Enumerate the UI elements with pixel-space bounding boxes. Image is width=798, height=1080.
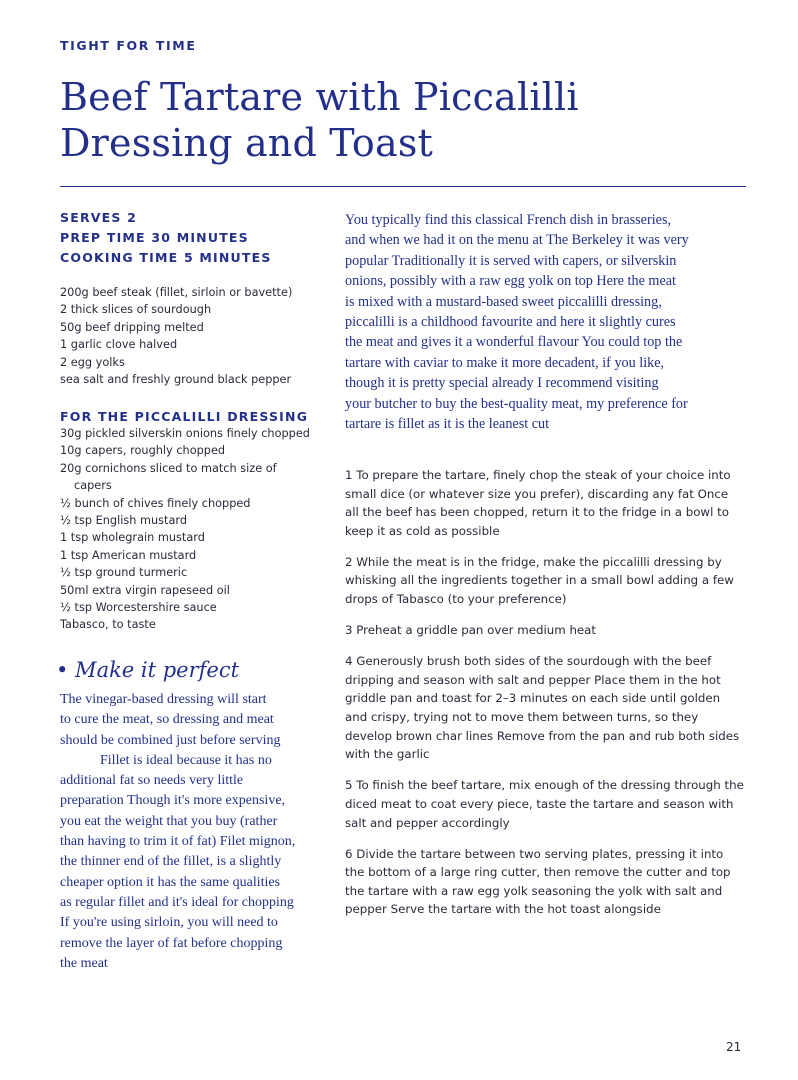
method-step-6: 6 Divide the tartare between two serving plates, pressing it into the bottom of a large ring cutter, then remove the cutter and top the tartare with a raw egg yolk seasoning the yolk with salt and pepper Serve the tartare with the hot toast alongside [345,846,731,917]
ingredient-item: sea salt and freshly ground black pepper [60,373,292,387]
intro-line: tartare is fillet as it is the leanest cut [345,416,550,433]
cooking-time-label: COOKING TIME 5 MINUTES [60,250,272,265]
ingredient-item: 30g pickled silverskin onions finely chopped [60,427,310,440]
page-number: 21 [726,1040,742,1054]
method-step-4: 4 Generously brush both sides of the sourdough with the beef dripping and season with salt and pepper Place them in the hot griddle pan and toast for 2–3 minutes on each side until golden and crispy, trying not to move them between turns, so they develop brown char lines Remove from the pan and rub both sides with the garlic [345,654,740,762]
tip-line: to cure the meat, so dressing and meat [60,712,274,728]
ingredient-item: 2 egg yolks [60,355,125,369]
dressing-heading: FOR THE PICCALILLI DRESSING [60,409,309,424]
ingredient-list [60,284,330,388]
tip-line: you eat the weight that you buy (rather [60,813,278,829]
tip-line: If you're using sirloin, you will need to [60,915,278,931]
ingredient-item: 10g capers, roughly chopped [60,444,226,458]
tip-line: cheaper option it has the same qualities [60,874,281,890]
ingredient-item: 2 thick slices of sourdough [60,303,212,317]
tip-line: preparation Though it's more expensive, [60,793,286,809]
tip-line: The vinegar-based dressing will start [60,692,267,707]
ingredient-item: 1 tsp American mustard [60,548,197,562]
intro-line: your butcher to buy the best-quality meat, my preference for [345,395,688,412]
tip-line: additional fat so needs very little [60,773,244,789]
tip-line: the thinner end of the fillet, is a slightly [60,854,282,870]
ingredient-item: ½ tsp English mustard [60,514,188,528]
recipe-title: Beef Tartare with Piccalilli Dressing and Toast [60,75,579,165]
title-divider [60,186,746,187]
method-step-1: 1 To prepare the tartare, finely chop the steak of your choice into small dice (or whatever size you prefer), discarding any fat Once all the beef has been chopped, return it to the fridge in a bowl to keep it as cold as possible [345,468,731,538]
tip-line: remove the layer of fat before chopping [60,935,283,951]
ingredient-item: 50ml extra virgin rapeseed oil [60,583,230,597]
ingredient-item: 1 tsp wholegrain mustard [60,531,205,545]
ingredient-item: 20g cornichons sliced to match size of capers [60,461,277,493]
ingredient-item: ½ tsp Worcestershire sauce [60,601,217,615]
make-it-perfect-text [60,690,310,974]
ingredient-item: 50g beef dripping melted [60,320,204,334]
ingredient-item: ½ bunch of chives finely chopped [60,496,251,510]
tip-line: the meat [60,955,108,971]
method-step-5: 5 To finish the beef tartare, mix enough of the dressing through the diced meat to coat every piece, taste the tartare and season with salt and pepper accordingly [345,778,744,830]
tip-line: Fillet is ideal because it has no [100,752,272,768]
dressing-ingredient-list [60,425,330,634]
intro-line: onions, possibly with a raw egg yolk on top Here the meat [345,273,676,290]
intro-line: and when we had it on the menu at The Berkeley it was very [345,232,689,249]
ingredient-item: 200g beef steak (fillet, sirloin or bavette) [60,286,293,299]
ingredient-item: Tabasco, to taste [60,618,156,632]
tip-line: should be combined just before serving [60,732,281,748]
intro-line: popular Traditionally it is served with capers, or silverskin [345,252,677,269]
ingredient-item: ½ tsp ground turmeric [60,566,188,580]
recipe-intro [345,210,745,434]
method-step-2: 2 While the meat is in the fridge, make the piccalilli dressing by whisking all the ingredients together in a small bowl adding a few drops of Tabasco (to your preference) [345,554,734,607]
intro-line: You typically find this classical French dish in brasseries, [345,212,672,228]
tip-line: as regular fillet and it's ideal for chopping [60,894,294,910]
serves-label: SERVES 2 [60,210,138,225]
method-steps [345,466,745,931]
intro-line: though it is pretty special already I recommend visiting [345,375,659,392]
method-step-3: 3 Preheat a griddle pan over medium heat [345,623,597,638]
tip-line: than having to trim it of fat) Filet mignon, [60,834,296,850]
prep-time-label: PREP TIME 30 MINUTES [60,230,249,245]
make-it-perfect-heading: • Make it perfect [56,658,240,682]
intro-line: tartare with caviar to make it more decadent, if you like, [345,354,665,371]
intro-line: is mixed with a mustard-based sweet piccalilli dressing, [345,293,662,310]
recipe-meta [60,208,272,268]
intro-line: the meat and gives it a wonderful flavour You could top the [345,334,683,351]
intro-line: piccalilli is a childhood favourite and here it slightly cures [345,314,676,331]
section-kicker: TIGHT FOR TIME [60,38,197,53]
ingredient-item: 1 garlic clove halved [60,338,178,352]
